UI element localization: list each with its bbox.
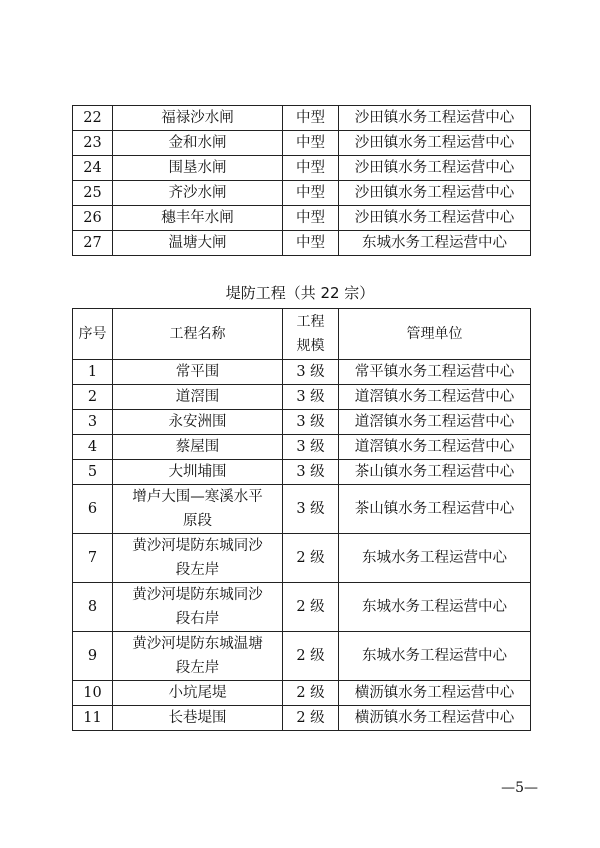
project-name: 道滘围 bbox=[113, 385, 283, 410]
table-row bbox=[73, 706, 531, 731]
project-scale: 2 级 bbox=[283, 534, 339, 583]
project-scale: 中型 bbox=[283, 181, 339, 206]
project-name: 长巷堤围 bbox=[113, 706, 283, 731]
row-number: 4 bbox=[73, 435, 113, 460]
table-row bbox=[73, 460, 531, 485]
project-scale: 中型 bbox=[283, 106, 339, 131]
management-unit: 横沥镇水务工程运营中心 bbox=[339, 706, 531, 731]
project-name: 齐沙水闸 bbox=[113, 181, 283, 206]
sluice-table bbox=[72, 105, 531, 256]
row-number: 6 bbox=[73, 485, 113, 534]
table-header-row bbox=[73, 309, 531, 360]
project-scale: 中型 bbox=[283, 131, 339, 156]
header-number-label: 序号 bbox=[78, 326, 107, 342]
table-row bbox=[73, 632, 531, 681]
project-scale: 2 级 bbox=[283, 706, 339, 731]
project-name: 增卢大围—寒溪水平原段 bbox=[132, 489, 263, 529]
section-title: 堤防工程（共 22 宗） bbox=[225, 284, 375, 302]
management-unit: 横沥镇水务工程运营中心 bbox=[339, 681, 531, 706]
project-name-cell bbox=[113, 583, 283, 632]
project-name: 小坑尾堤 bbox=[113, 681, 283, 706]
table-row bbox=[73, 231, 531, 256]
management-unit: 道滘镇水务工程运营中心 bbox=[339, 385, 531, 410]
management-unit: 茶山镇水务工程运营中心 bbox=[339, 485, 531, 534]
header-number bbox=[73, 309, 113, 360]
project-name: 黄沙河堤防东城温塘段左岸 bbox=[132, 636, 263, 676]
management-unit: 道滘镇水务工程运营中心 bbox=[339, 410, 531, 435]
table-row bbox=[73, 681, 531, 706]
row-number: 25 bbox=[73, 181, 113, 206]
header-scale bbox=[283, 309, 339, 360]
project-scale: 2 级 bbox=[283, 632, 339, 681]
project-name: 黄沙河堤防东城同沙段右岸 bbox=[132, 587, 263, 627]
table-row bbox=[73, 106, 531, 131]
table-row bbox=[73, 360, 531, 385]
row-number: 9 bbox=[73, 632, 113, 681]
project-name: 温塘大闸 bbox=[113, 231, 283, 256]
table-row bbox=[73, 131, 531, 156]
management-unit: 沙田镇水务工程运营中心 bbox=[339, 206, 531, 231]
management-unit: 东城水务工程运营中心 bbox=[339, 632, 531, 681]
table-row bbox=[73, 583, 531, 632]
project-name: 永安洲围 bbox=[113, 410, 283, 435]
management-unit: 沙田镇水务工程运营中心 bbox=[339, 156, 531, 181]
project-name: 穗丰年水闸 bbox=[113, 206, 283, 231]
project-name: 围垦水闸 bbox=[113, 156, 283, 181]
management-unit: 沙田镇水务工程运营中心 bbox=[339, 106, 531, 131]
project-name-cell bbox=[113, 485, 283, 534]
project-name: 常平围 bbox=[113, 360, 283, 385]
project-scale: 3 级 bbox=[283, 485, 339, 534]
table-row bbox=[73, 435, 531, 460]
embankment-table bbox=[72, 308, 531, 731]
row-number: 26 bbox=[73, 206, 113, 231]
table-row bbox=[73, 206, 531, 231]
table-row bbox=[73, 410, 531, 435]
project-scale: 3 级 bbox=[283, 435, 339, 460]
management-unit: 常平镇水务工程运营中心 bbox=[339, 360, 531, 385]
page-number: —5— bbox=[501, 780, 538, 796]
project-scale: 中型 bbox=[283, 231, 339, 256]
row-number: 7 bbox=[73, 534, 113, 583]
row-number: 2 bbox=[73, 385, 113, 410]
management-unit: 东城水务工程运营中心 bbox=[339, 583, 531, 632]
table-row bbox=[73, 385, 531, 410]
project-name: 大圳埔围 bbox=[113, 460, 283, 485]
row-number: 27 bbox=[73, 231, 113, 256]
table-row bbox=[73, 156, 531, 181]
project-name: 黄沙河堤防东城同沙段左岸 bbox=[132, 538, 263, 578]
project-scale: 2 级 bbox=[283, 681, 339, 706]
row-number: 23 bbox=[73, 131, 113, 156]
header-scale-label: 工程规模 bbox=[296, 314, 325, 354]
project-name: 金和水闸 bbox=[113, 131, 283, 156]
management-unit: 东城水务工程运营中心 bbox=[339, 231, 531, 256]
project-scale: 中型 bbox=[283, 156, 339, 181]
header-name: 工程名称 bbox=[113, 309, 283, 360]
management-unit: 茶山镇水务工程运营中心 bbox=[339, 460, 531, 485]
project-name-cell bbox=[113, 534, 283, 583]
row-number: 5 bbox=[73, 460, 113, 485]
header-unit: 管理单位 bbox=[339, 309, 531, 360]
project-scale: 3 级 bbox=[283, 460, 339, 485]
project-scale: 2 级 bbox=[283, 583, 339, 632]
management-unit: 沙田镇水务工程运营中心 bbox=[339, 181, 531, 206]
table-row bbox=[73, 485, 531, 534]
project-name: 蔡屋围 bbox=[113, 435, 283, 460]
project-scale: 3 级 bbox=[283, 385, 339, 410]
project-name-cell bbox=[113, 632, 283, 681]
row-number: 1 bbox=[73, 360, 113, 385]
table-row bbox=[73, 534, 531, 583]
project-scale: 3 级 bbox=[283, 410, 339, 435]
row-number: 3 bbox=[73, 410, 113, 435]
project-scale: 3 级 bbox=[283, 360, 339, 385]
management-unit: 东城水务工程运营中心 bbox=[339, 534, 531, 583]
management-unit: 沙田镇水务工程运营中心 bbox=[339, 131, 531, 156]
row-number: 24 bbox=[73, 156, 113, 181]
project-scale: 中型 bbox=[283, 206, 339, 231]
row-number: 8 bbox=[73, 583, 113, 632]
row-number: 22 bbox=[73, 106, 113, 131]
management-unit: 道滘镇水务工程运营中心 bbox=[339, 435, 531, 460]
project-name: 福禄沙水闸 bbox=[113, 106, 283, 131]
row-number: 10 bbox=[73, 681, 113, 706]
table-row bbox=[73, 181, 531, 206]
row-number: 11 bbox=[73, 706, 113, 731]
